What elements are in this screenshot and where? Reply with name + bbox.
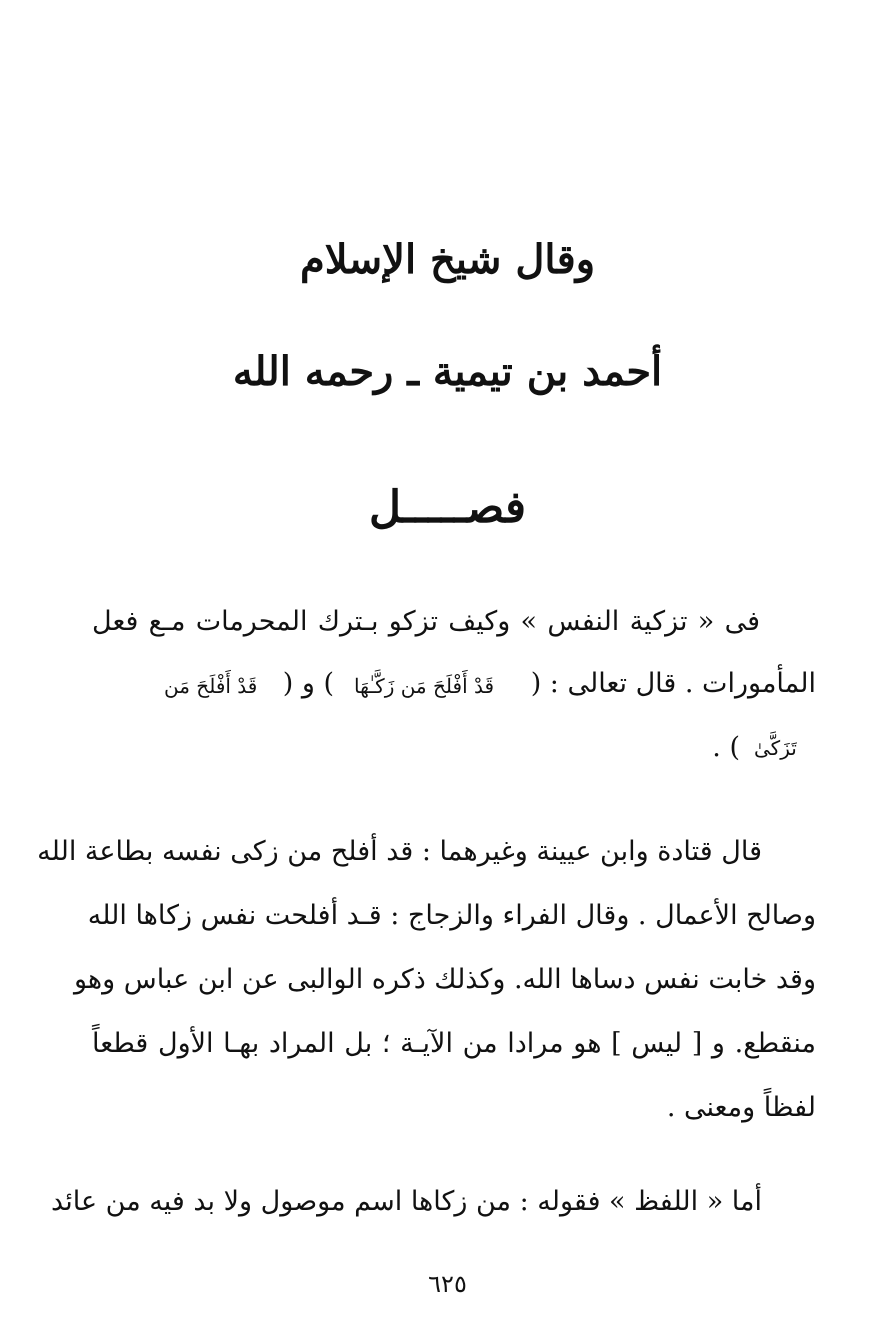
- section-heading: فصـــــل: [369, 482, 526, 533]
- text-line: المأمورات . قال تعالى : (: [530, 668, 816, 699]
- text-line: لفظاً ومعنى .: [666, 1092, 816, 1123]
- quran-verse: قَدْ أَفْلَحَ مَن زَكَّـٰهَا: [354, 674, 495, 698]
- page-number: ٦٢٥: [428, 1270, 467, 1298]
- text-line: وصالح الأعمال . وقال الفراء والزجاج : قـد أفلحت نفس زكاها الله: [87, 900, 816, 931]
- text-line: ) و (: [282, 668, 334, 699]
- heading-author-name: أحمد بن تيمية ـ رحمه الله: [232, 348, 663, 395]
- heading-author-title: وقال شيخ الإسلام: [299, 236, 596, 283]
- text-line: ) .: [712, 732, 740, 763]
- quran-verse: تَزَكَّىٰ: [754, 736, 797, 760]
- text-line: قال قتادة وابن عيينة وغيرهما : قد أفلح من زكى نفسه بطاعة الله: [37, 836, 762, 867]
- text-line: وقد خابت نفس دساها الله. وكذلك ذكره الوالبى عن ابن عباس وهو: [73, 964, 816, 995]
- text-line: منقطع. و [ ليس ] هو مرادا من الآيـة ؛ بل المراد بهـا الأول قطعاً: [92, 1028, 816, 1059]
- quran-verse: قَدْ أَفْلَحَ مَن: [164, 674, 258, 698]
- text-line: فى « تزكية النفس » وكيف تزكو بـترك المحرمات مـع فعل: [92, 606, 760, 637]
- text-line: أما « اللفظ » فقوله : من زكاها اسم موصول ولا بد فيه من عائد: [51, 1186, 762, 1217]
